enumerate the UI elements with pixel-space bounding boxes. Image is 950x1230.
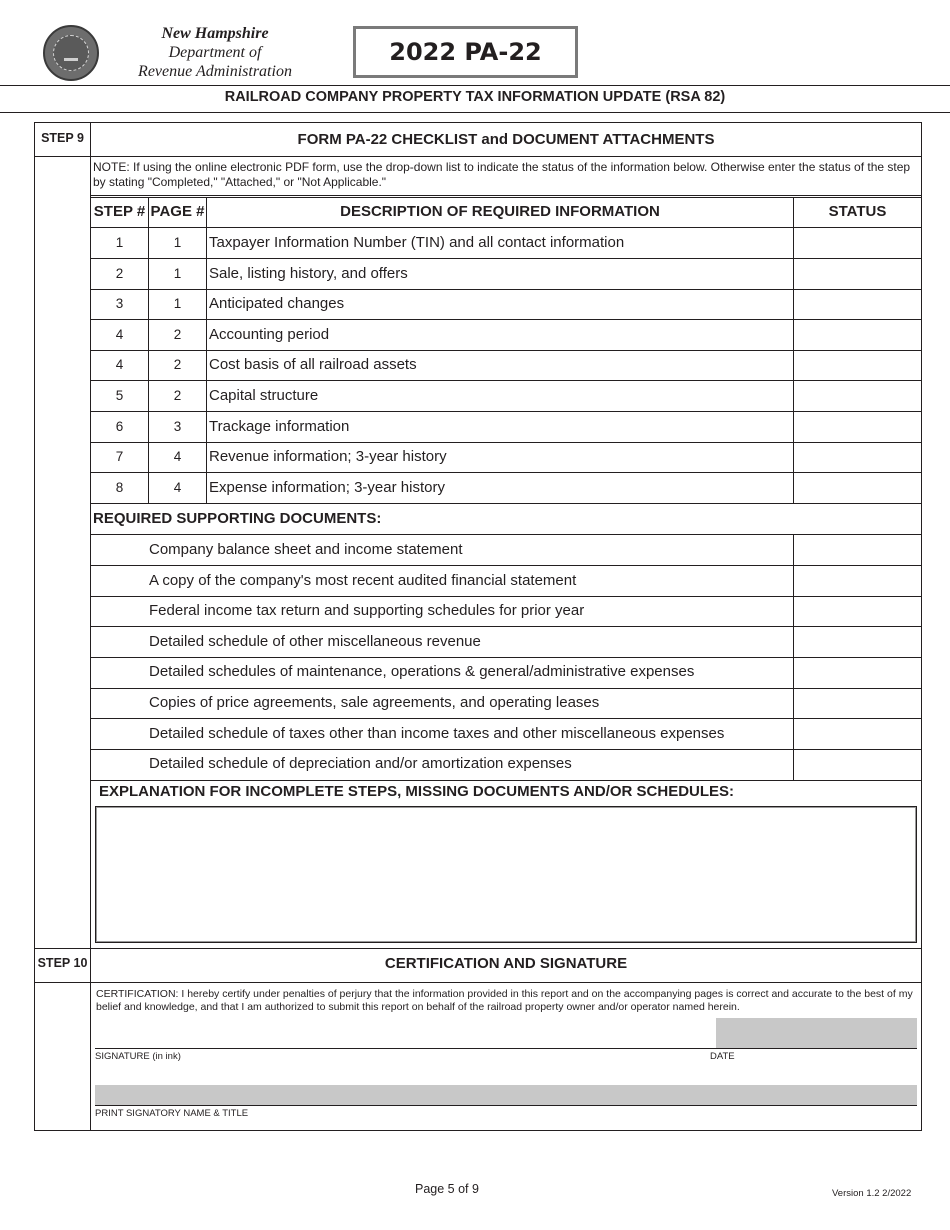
row-status-field[interactable] (796, 475, 920, 501)
row-desc: Capital structure (209, 387, 319, 404)
header-row-rule (90, 227, 922, 228)
row-status-field[interactable] (796, 230, 920, 256)
signatory-name-field[interactable] (95, 1085, 917, 1105)
explanation-textarea[interactable] (95, 806, 917, 943)
subtitle-divider (0, 112, 950, 113)
document-status-field[interactable] (796, 660, 920, 686)
row-page: 4 (173, 480, 182, 495)
step9-title-rule (34, 156, 922, 157)
row-rule (90, 411, 922, 412)
row-rule (90, 380, 922, 381)
supporting-docs-title: REQUIRED SUPPORTING DOCUMENTS: (93, 510, 382, 527)
document-item: Detailed schedules of maintenance, operations & general/administrative expenses (149, 663, 695, 680)
note-rule-2 (90, 197, 922, 198)
form-id: 2022 PA-22 (389, 38, 542, 66)
row-status-field[interactable] (796, 445, 920, 471)
header-divider (0, 85, 950, 86)
signature-line (95, 1048, 917, 1049)
page-number: Page 5 of 9 (415, 1182, 479, 1196)
document-item: Detailed schedule of taxes other than income taxes and other miscellaneous expenses (149, 725, 725, 742)
doc-row-rule (90, 688, 922, 689)
document-item: Copies of price agreements, sale agreements, and operating leases (149, 694, 600, 711)
row-step: 1 (115, 235, 124, 250)
row-desc: Anticipated changes (209, 295, 345, 312)
col-step: STEP # (93, 203, 146, 220)
row-page: 1 (173, 235, 182, 250)
doc-row-rule (90, 718, 922, 719)
row-step: 4 (115, 327, 124, 342)
document-item: Company balance sheet and income statement (149, 541, 463, 558)
row-desc: Trackage information (209, 418, 350, 435)
doc-row-rule (90, 565, 922, 566)
row-page: 1 (173, 296, 182, 311)
row-rule (90, 442, 922, 443)
row-desc: Expense information; 3-year history (209, 479, 445, 496)
document-status-field[interactable] (796, 629, 920, 655)
step10-top-rule (34, 948, 922, 949)
doc-row-rule (90, 596, 922, 597)
doc-row-rule (90, 780, 922, 781)
form-subtitle: RAILROAD COMPANY PROPERTY TAX INFORMATION UPDATE (RSA 82) (224, 89, 726, 105)
row-rule (90, 350, 922, 351)
row-rule (90, 503, 922, 504)
step9-note: NOTE: If using the online electronic PDF form, use the drop-down list to indicate the status of the information below. Otherwise enter the status of the step by stating "Completed," "Attached," or "Not Applicable." (93, 160, 911, 189)
dept-line-2: Revenue Administration (138, 63, 292, 80)
row-step: 7 (115, 449, 124, 464)
row-page: 2 (173, 388, 182, 403)
row-step: 2 (115, 266, 124, 281)
step9-title: FORM PA-22 CHECKLIST and DOCUMENT ATTACHMENTS (297, 131, 715, 148)
step10-label: STEP 10 (37, 956, 88, 970)
certification-text: CERTIFICATION: I hereby certify under penalties of perjury that the information provided in this report and on the accompanying pages is correct and accurate to the best of my belief and knowledge, and that I am authorized to submit this report on behalf of the railroad property owner and/or operator named herein. (96, 988, 913, 1013)
supporting-title-rule (90, 534, 922, 535)
row-rule (90, 319, 922, 320)
row-page: 4 (173, 449, 182, 464)
row-step: 4 (115, 357, 124, 372)
name-line (95, 1105, 917, 1106)
row-status-field[interactable] (796, 292, 920, 318)
row-status-field[interactable] (796, 322, 920, 348)
note-rule (90, 195, 922, 196)
document-item: Federal income tax return and supporting schedules for prior year (149, 602, 585, 619)
row-page: 3 (173, 419, 182, 434)
explanation-title: EXPLANATION FOR INCOMPLETE STEPS, MISSING DOCUMENTS AND/OR SCHEDULES: (99, 783, 735, 800)
row-desc: Sale, listing history, and offers (209, 265, 408, 282)
row-desc: Revenue information; 3-year history (209, 448, 447, 465)
row-page: 1 (173, 266, 182, 281)
department-name (120, 24, 310, 81)
row-step: 5 (115, 388, 124, 403)
form-id-box (353, 26, 578, 78)
row-status-field[interactable] (796, 261, 920, 287)
date-label: DATE (710, 1051, 735, 1062)
row-rule (90, 289, 922, 290)
document-item: Detailed schedule of depreciation and/or amortization expenses (149, 755, 572, 772)
col-status: STATUS (828, 203, 887, 220)
step10-title: CERTIFICATION AND SIGNATURE (384, 955, 628, 972)
document-status-field[interactable] (796, 690, 920, 716)
ship-icon (64, 48, 78, 61)
seal-inner-ring (53, 35, 89, 71)
version-label: Version 1.2 2/2022 (832, 1188, 912, 1199)
doc-row-rule (90, 657, 922, 658)
row-status-field[interactable] (796, 414, 920, 440)
state-name: New Hampshire (161, 25, 269, 42)
row-step: 6 (115, 419, 124, 434)
row-step: 3 (115, 296, 124, 311)
row-desc: Taxpayer Information Number (TIN) and all contact information (209, 234, 625, 251)
document-status-field[interactable] (796, 721, 920, 747)
document-item: A copy of the company's most recent audited financial statement (149, 572, 577, 589)
document-status-field[interactable] (796, 568, 920, 594)
nh-state-seal (43, 25, 99, 81)
step9-label: STEP 9 (41, 131, 84, 145)
date-field[interactable] (716, 1018, 917, 1048)
signature-label: SIGNATURE (in ink) (95, 1051, 181, 1062)
row-status-field[interactable] (796, 353, 920, 379)
row-step: 8 (115, 480, 124, 495)
col-page: PAGE # (150, 203, 205, 220)
document-status-field[interactable] (796, 537, 920, 563)
row-desc: Cost basis of all railroad assets (209, 356, 417, 373)
document-item: Detailed schedule of other miscellaneous revenue (149, 633, 481, 650)
doc-row-rule (90, 626, 922, 627)
row-rule (90, 472, 922, 473)
dept-line-1: Department of (168, 44, 262, 61)
col-description: DESCRIPTION OF REQUIRED INFORMATION (340, 203, 660, 220)
step10-title-rule (34, 982, 922, 983)
row-desc: Accounting period (209, 326, 330, 343)
document-status-field[interactable] (796, 598, 920, 624)
signatory-name-label: PRINT SIGNATORY NAME & TITLE (95, 1108, 249, 1119)
row-status-field[interactable] (796, 383, 920, 409)
row-page: 2 (173, 327, 182, 342)
document-status-field[interactable] (796, 752, 920, 778)
doc-row-rule (90, 749, 922, 750)
row-page: 2 (173, 357, 182, 372)
row-rule (90, 258, 922, 259)
